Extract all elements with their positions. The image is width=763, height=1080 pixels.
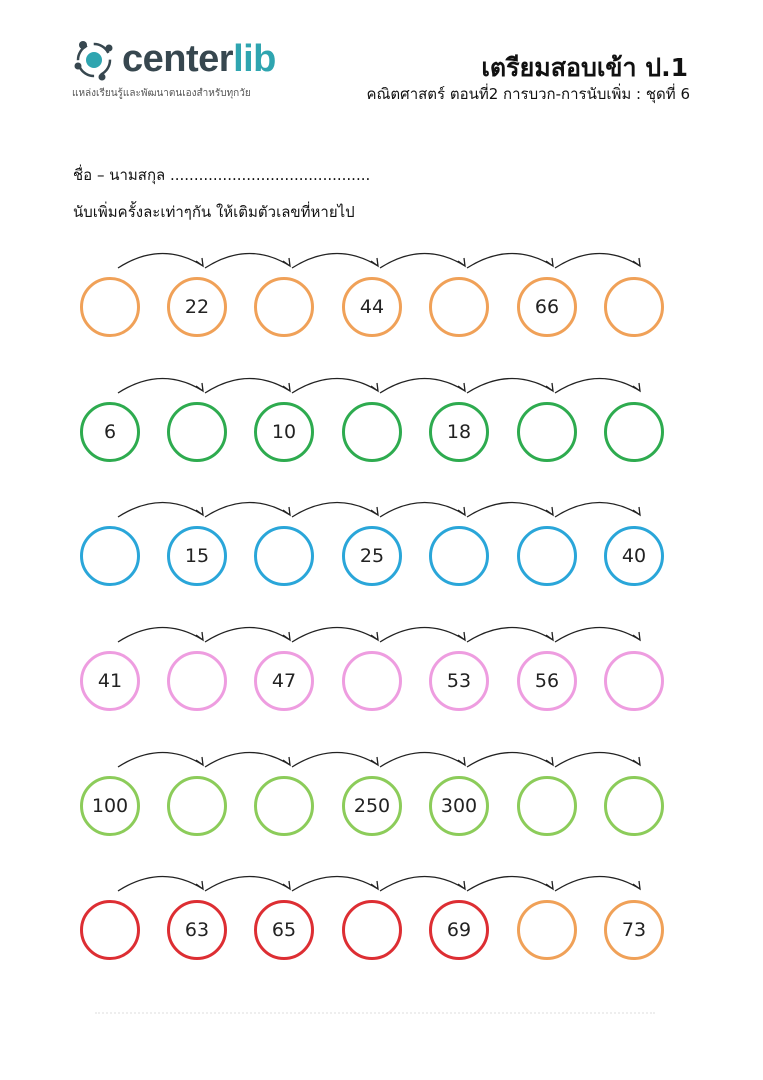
page-title: เตรียมสอบเข้า ป.1 <box>481 53 688 82</box>
arrow-arc <box>467 253 553 268</box>
arrow-arc <box>292 752 378 767</box>
counting-row <box>0 751 763 861</box>
blank-answer-bubble[interactable] <box>167 402 227 462</box>
arrow-head-icon <box>458 383 465 391</box>
number-bubble: 40 <box>604 526 664 586</box>
blank-answer-bubble[interactable] <box>254 526 314 586</box>
blank-answer-bubble[interactable] <box>517 526 577 586</box>
arrow-arc <box>380 627 465 642</box>
arrow-arc <box>205 253 290 268</box>
arrow-head-icon <box>546 383 553 391</box>
arrow-arc <box>118 627 203 642</box>
arrow-arc <box>467 752 553 767</box>
arrow-head-icon <box>283 881 290 889</box>
arrow-arc <box>292 627 378 642</box>
arrow-arc <box>205 752 290 767</box>
number-bubble: 44 <box>342 277 402 337</box>
blank-answer-bubble[interactable] <box>604 402 664 462</box>
counting-row <box>0 875 763 985</box>
brand-name <box>122 34 276 84</box>
arrow-head-icon <box>633 881 640 889</box>
arrow-arc <box>118 253 203 268</box>
arrow-head-icon <box>633 383 640 391</box>
arrow-head-icon <box>283 632 290 640</box>
arrow-head-icon <box>546 881 553 889</box>
blank-answer-bubble[interactable] <box>342 651 402 711</box>
blank-answer-bubble[interactable] <box>80 900 140 960</box>
number-bubble: 300 <box>429 776 489 836</box>
arrow-arc <box>205 627 290 642</box>
arrow-head-icon <box>196 383 203 391</box>
number-bubble: 10 <box>254 402 314 462</box>
blank-answer-bubble[interactable] <box>80 277 140 337</box>
arrow-head-icon <box>458 258 465 266</box>
arrow-arc <box>555 627 640 642</box>
blank-answer-bubble[interactable] <box>167 651 227 711</box>
blank-answer-bubble[interactable] <box>429 526 489 586</box>
arrow-head-icon <box>196 507 203 515</box>
arrow-arc <box>292 502 378 517</box>
arrow-arc <box>555 752 640 767</box>
number-bubble: 73 <box>604 900 664 960</box>
arrow-head-icon <box>546 632 553 640</box>
number-bubble: 69 <box>429 900 489 960</box>
arrow-head-icon <box>283 507 290 515</box>
counting-row <box>0 377 763 487</box>
number-bubble: 63 <box>167 900 227 960</box>
blank-answer-bubble[interactable] <box>517 402 577 462</box>
counting-row <box>0 252 763 362</box>
brand-logo <box>72 34 312 104</box>
arrow-arc <box>380 876 465 891</box>
counting-row <box>0 501 763 611</box>
blank-answer-bubble[interactable] <box>604 651 664 711</box>
blank-answer-bubble[interactable] <box>604 277 664 337</box>
arrow-arc <box>467 876 553 891</box>
arrow-head-icon <box>546 507 553 515</box>
arrow-arc <box>292 876 378 891</box>
number-bubble: 65 <box>254 900 314 960</box>
arrow-head-icon <box>458 632 465 640</box>
page-subtitle: คณิตศาสตร์ ตอนที่2 การบวก-การนับเพิ่ม : ชุดที่ 6 <box>366 85 690 103</box>
number-bubble: 25 <box>342 526 402 586</box>
arrow-head-icon <box>283 258 290 266</box>
arrow-arc <box>292 378 378 393</box>
arrow-arc <box>205 378 290 393</box>
arrow-head-icon <box>458 881 465 889</box>
blank-answer-bubble[interactable] <box>517 776 577 836</box>
number-bubble: 56 <box>517 651 577 711</box>
arrow-arc <box>118 502 203 517</box>
arrow-arc <box>292 253 378 268</box>
number-bubble: 66 <box>517 277 577 337</box>
blank-answer-bubble[interactable] <box>342 900 402 960</box>
arrow-head-icon <box>458 757 465 765</box>
arrow-head-icon <box>633 757 640 765</box>
arrow-head-icon <box>196 757 203 765</box>
blank-answer-bubble[interactable] <box>80 526 140 586</box>
counting-row <box>0 626 763 736</box>
brand-name-part2: lib <box>233 38 276 80</box>
arrow-arc <box>380 253 465 268</box>
arrow-arc <box>118 752 203 767</box>
arrow-head-icon <box>196 258 203 266</box>
brand-name-part1: center <box>122 38 234 80</box>
number-bubble: 53 <box>429 651 489 711</box>
arrow-head-icon <box>371 258 378 266</box>
arrow-arc <box>555 253 640 268</box>
arrow-head-icon <box>371 757 378 765</box>
student-name-line[interactable]: ชื่อ – นามสกุล .......................................... <box>73 166 371 184</box>
arrow-head-icon <box>371 632 378 640</box>
number-bubble: 22 <box>167 277 227 337</box>
arrow-head-icon <box>458 507 465 515</box>
arrow-head-icon <box>633 507 640 515</box>
number-bubble: 6 <box>80 402 140 462</box>
arrow-head-icon <box>371 881 378 889</box>
arrow-arc <box>380 752 465 767</box>
brand-tagline: แหล่งเรียนรู้และพัฒนาตนเองสำหรับทุกวัย <box>72 88 251 99</box>
arrow-head-icon <box>196 632 203 640</box>
blank-answer-bubble[interactable] <box>254 776 314 836</box>
instruction-text: นับเพิ่มครั้งละเท่าๆกัน ให้เติมตัวเลขที่หายไป <box>73 203 355 221</box>
arrow-arc <box>205 502 290 517</box>
molecule-logo-icon <box>72 36 118 82</box>
arrow-head-icon <box>283 757 290 765</box>
arrow-arc <box>118 876 203 891</box>
number-bubble: 18 <box>429 402 489 462</box>
blank-answer-bubble[interactable] <box>604 776 664 836</box>
arrow-head-icon <box>371 383 378 391</box>
number-bubble: 100 <box>80 776 140 836</box>
arrow-arc <box>205 876 290 891</box>
arrow-head-icon <box>283 383 290 391</box>
arrow-arc <box>467 502 553 517</box>
arrow-head-icon <box>633 632 640 640</box>
arrow-arc <box>555 502 640 517</box>
arrow-head-icon <box>196 881 203 889</box>
number-bubble: 41 <box>80 651 140 711</box>
arrow-arc <box>380 378 465 393</box>
blank-answer-bubble[interactable] <box>342 402 402 462</box>
arrow-arc <box>555 876 640 891</box>
blank-answer-bubble[interactable] <box>429 277 489 337</box>
arrow-head-icon <box>546 757 553 765</box>
arrow-arc <box>380 502 465 517</box>
number-bubble: 15 <box>167 526 227 586</box>
arrow-head-icon <box>546 258 553 266</box>
blank-answer-bubble[interactable] <box>167 776 227 836</box>
number-bubble: 250 <box>342 776 402 836</box>
arrow-head-icon <box>633 258 640 266</box>
blank-answer-bubble[interactable] <box>517 900 577 960</box>
arrow-arc <box>555 378 640 393</box>
arrow-head-icon <box>371 507 378 515</box>
arrow-arc <box>467 378 553 393</box>
footer-divider <box>95 1012 655 1018</box>
arrow-arc <box>118 378 203 393</box>
arrow-arc <box>467 627 553 642</box>
number-bubble: 47 <box>254 651 314 711</box>
blank-answer-bubble[interactable] <box>254 277 314 337</box>
